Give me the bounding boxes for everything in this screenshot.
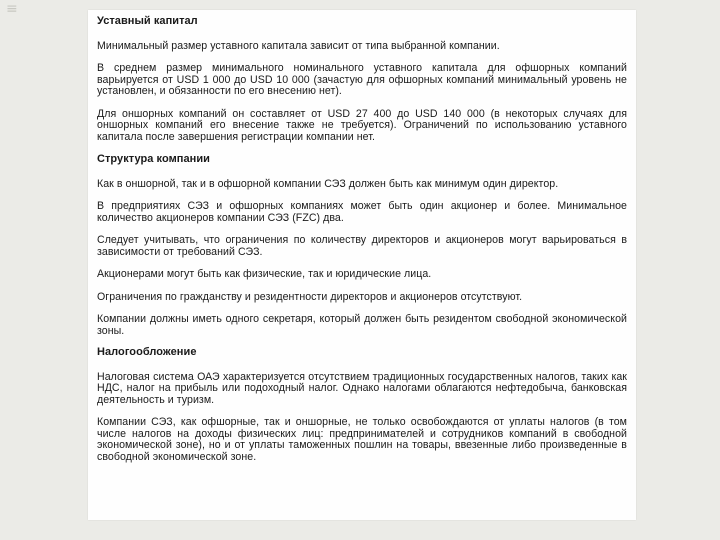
taxation-paragraph-1: Налоговая система ОАЭ характеризуется отсутствием традиционных государственных налогов, таких как НДС, налог на прибыль или подоходный налог. Однако налогами облагаются нефтедобыча, банковская деятельность и туризм. — [97, 370, 627, 406]
document-content — [97, 16, 627, 474]
structure-paragraph-3: Следует учитывать, что ограничения по количеству директоров и акционеров могут варьироваться в зависимости от требований СЭЗ. — [97, 234, 627, 258]
structure-paragraph-2: В предприятиях СЭЗ и офшорных компаниях может быть один акционер и более. Минимальное количество акционеров компании СЭЗ (FZC) два. — [97, 200, 627, 224]
slide-corner-icon: ≡ — [6, 1, 18, 17]
structure-paragraph-6: Компании должны иметь одного секретаря, который должен быть резидентом свободной экономической зоны. — [97, 313, 627, 337]
structure-paragraph-5: Ограничения по гражданству и резидентности директоров и акционеров отсутствуют. — [97, 290, 523, 303]
section-heading-structure: Структура компании — [97, 153, 210, 165]
taxation-paragraph-2: Компании СЭЗ, как офшорные, так и оншорные, не только освобождаются от уплаты налогов (в том числе налогов на доходы физических лиц: предпринимателей и сотрудников компаний в свободной экономической зоне), но и от уплаты таможенных пошлин на товары, ввезенные либо произведенные в свободной экономической зоне. — [97, 416, 627, 463]
capital-paragraph-1: Минимальный размер уставного капитала зависит от типа выбранной компании. — [97, 39, 500, 52]
section-heading-capital: Уставный капитал — [97, 15, 198, 27]
structure-paragraph-1: Как в оншорной, так и в офшорной компании СЭЗ должен быть как минимум один директор. — [97, 177, 559, 190]
capital-paragraph-3: Для оншорных компаний он составляет от USD 27 400 до USD 140 000 (в некоторых случаях для оншорных компаний его внесение также не требуется). Ограничений по использованию уставного капитала после завершения регистрации компании нет. — [97, 107, 627, 143]
document-page — [88, 10, 636, 520]
structure-paragraph-4: Акционерами могут быть как физические, так и юридические лица. — [97, 268, 432, 280]
section-heading-taxation: Налогообложение — [97, 346, 197, 358]
capital-paragraph-2: В среднем размер минимального номинального уставного капитала для офшорных компаний варьируется от USD 1 000 до USD 10 000 (зачастую для офшорных компаний минимальный уровень не установлен, и обязанности по его внесению нет). — [97, 62, 627, 97]
